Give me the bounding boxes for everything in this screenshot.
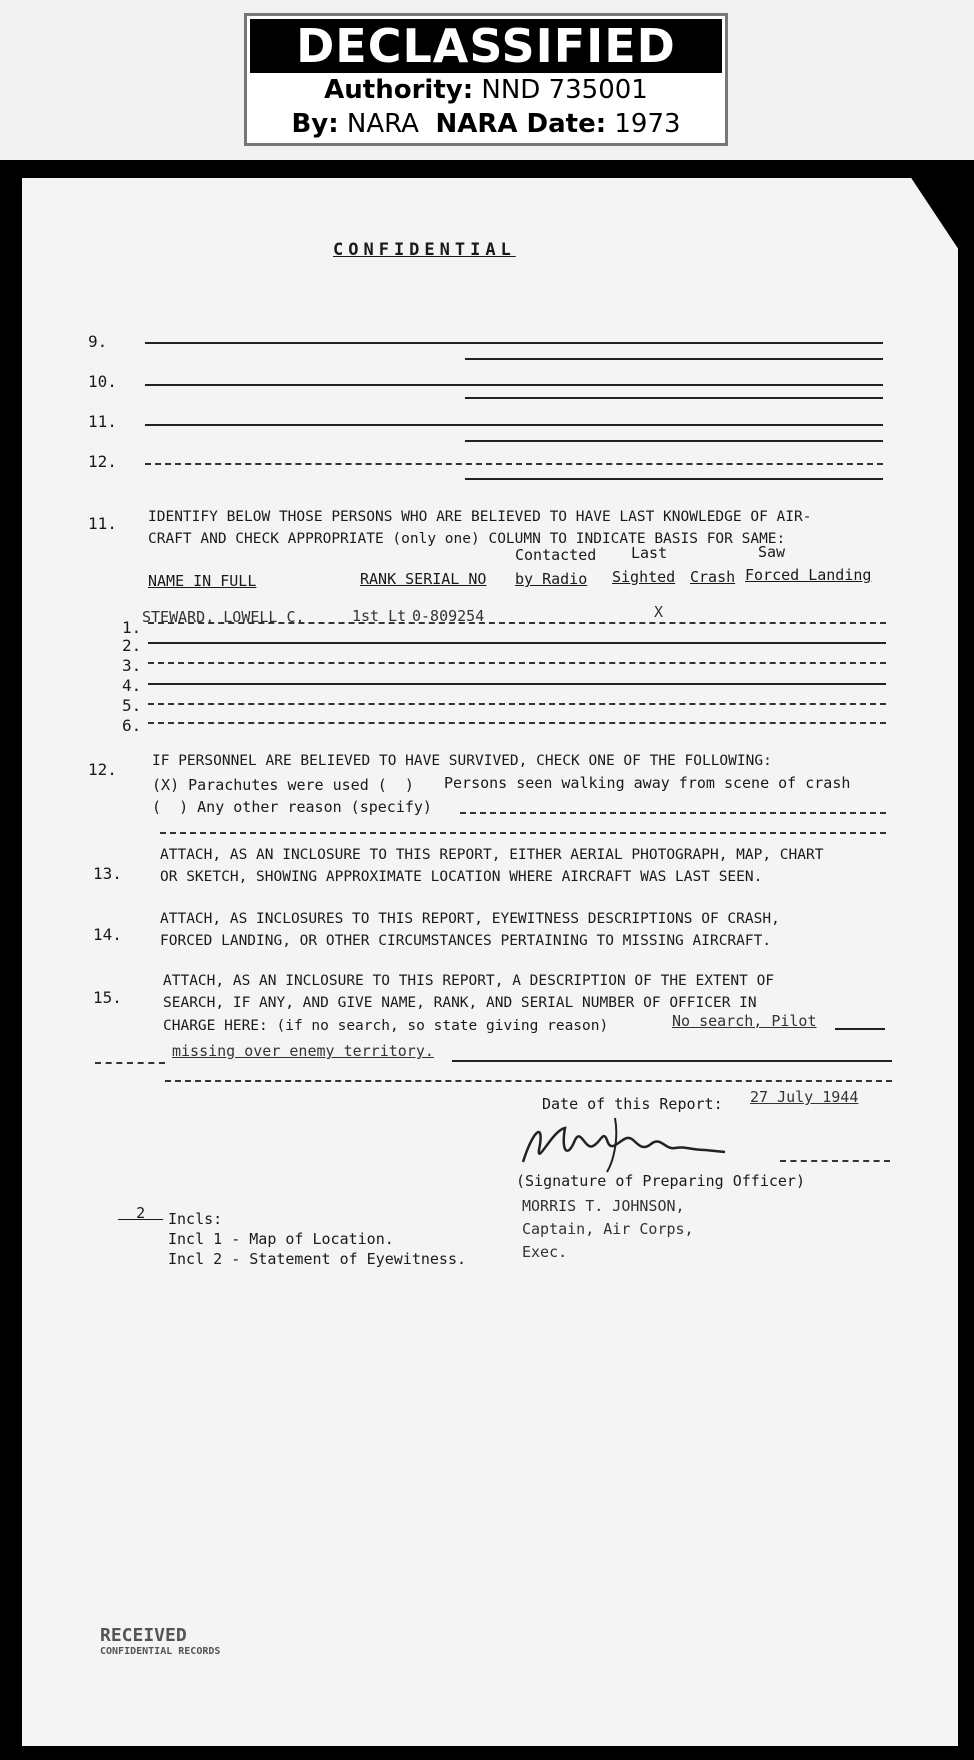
signature-caption: (Signature of Preparing Officer) <box>516 1172 805 1190</box>
row-line <box>148 722 886 724</box>
blank-line <box>460 812 886 814</box>
item11-text-line1: IDENTIFY BELOW THOSE PERSONS WHO ARE BELIEVED TO HAVE LAST KNOWLEDGE OF AIR- <box>148 509 812 525</box>
col-forced-top: Saw <box>758 543 786 561</box>
row-number: 5. <box>122 696 142 715</box>
item12-text: IF PERSONNEL ARE BELIEVED TO HAVE SURVIVED, CHECK ONE OF THE FOLLOWING: <box>152 753 772 769</box>
col-sighted-top: Last <box>631 544 668 562</box>
row-number: 3. <box>122 656 142 675</box>
item-number: 14. <box>93 925 122 944</box>
page-title: CONFIDENTIAL <box>333 240 516 260</box>
col-sighted-header: Sighted <box>612 568 676 586</box>
item12-option-parachutes: (X) Parachutes were used ( ) <box>152 776 414 794</box>
row-number: 2. <box>122 636 142 655</box>
item-number: 15. <box>93 988 122 1007</box>
sighted-mark: X <box>654 603 664 621</box>
item-number: 13. <box>93 864 122 883</box>
item-number: 12. <box>88 452 117 471</box>
inclosures-label: Incls: <box>168 1210 223 1228</box>
row-line <box>148 703 886 705</box>
stamp-authority: Authority: NND 735001 <box>324 75 648 105</box>
blank-line <box>465 358 883 360</box>
received-stamp: RECEIVED CONFIDENTIAL RECORDS <box>100 1625 221 1657</box>
blank-line <box>452 1060 892 1062</box>
blank-line <box>465 440 883 442</box>
declassified-stamp <box>244 13 728 146</box>
inclosure-1: Incl 1 - Map of Location. <box>168 1230 394 1248</box>
blank-line <box>160 832 886 834</box>
person-name: STEWARD, LOWELL C. <box>142 608 305 626</box>
row-line <box>148 662 886 664</box>
row-line <box>148 683 886 685</box>
col-forced-header: Forced Landing <box>745 566 872 584</box>
item11-text-line2: CRAFT AND CHECK APPROPRIATE (only one) COLUMN TO INDICATE BASIS FOR SAME: <box>148 531 786 547</box>
officer-rank: Captain, Air Corps, <box>522 1220 694 1238</box>
search-answer-2: missing over enemy territory. <box>172 1042 434 1060</box>
item-number: 11. <box>88 412 117 431</box>
item-number: 11. <box>88 514 117 533</box>
officer-title: Exec. <box>522 1243 568 1261</box>
row-number: 1. <box>122 618 142 637</box>
blank-line <box>465 397 883 399</box>
item15-line2: SEARCH, IF ANY, AND GIVE NAME, RANK, AND SERIAL NUMBER OF OFFICER IN <box>163 995 757 1011</box>
person-rank: 1st Lt <box>352 607 407 625</box>
row-line <box>148 622 886 624</box>
inclosure-2: Incl 2 - Statement of Eyewitness. <box>168 1250 467 1268</box>
report-date-value: 27 July 1944 <box>750 1088 859 1106</box>
officer-name: MORRIS T. JOHNSON, <box>522 1197 685 1215</box>
blank-line <box>145 342 883 344</box>
blank-line <box>145 463 883 465</box>
item15-line1: ATTACH, AS AN INCLOSURE TO THIS REPORT, A DESCRIPTION OF THE EXTENT OF <box>163 973 775 989</box>
item13-line2: OR SKETCH, SHOWING APPROXIMATE LOCATION WHERE AIRCRAFT WAS LAST SEEN. <box>160 869 763 885</box>
col-name-header: NAME IN FULL <box>148 572 257 590</box>
blank-line <box>145 384 883 386</box>
blank-line <box>145 424 883 426</box>
stamp-title: DECLASSIFIED <box>250 19 722 73</box>
col-radio-header: by Radio <box>515 570 588 588</box>
row-number: 4. <box>122 676 142 695</box>
row-number: 6. <box>122 716 142 735</box>
stamp-by-date: By: NARA NARA Date: 1973 <box>291 109 681 139</box>
parachutes-check: X <box>161 776 171 794</box>
col-radio-top: Contacted <box>515 546 597 564</box>
row-line <box>148 642 886 644</box>
blank-line <box>835 1028 885 1030</box>
person-serial: 0-809254 <box>412 607 485 625</box>
blank-line <box>95 1062 165 1064</box>
col-crash-header: Crash <box>690 568 736 586</box>
item14-line1: ATTACH, AS INCLOSURES TO THIS REPORT, EYEWITNESS DESCRIPTIONS OF CRASH, <box>160 911 780 927</box>
report-date-label: Date of this Report: <box>542 1095 723 1113</box>
handwritten-signature <box>515 1110 735 1180</box>
inclosure-count: 2 <box>136 1204 146 1222</box>
item-number: 12. <box>88 760 117 779</box>
signature-line <box>780 1160 890 1162</box>
item15-line3: CHARGE HERE: (if no search, so state giving reason) <box>163 1018 609 1034</box>
item-number: 10. <box>88 372 117 391</box>
blank-line <box>165 1080 892 1082</box>
document-page <box>22 178 958 1746</box>
item13-line1: ATTACH, AS AN INCLOSURE TO THIS REPORT, EITHER AERIAL PHOTOGRAPH, MAP, CHART <box>160 847 824 863</box>
item12-option-walking: Persons seen walking away from scene of crash <box>444 774 851 792</box>
col-rank-header: RANK SERIAL NO <box>360 570 487 588</box>
item-number: 9. <box>88 332 108 351</box>
item14-line2: FORCED LANDING, OR OTHER CIRCUMSTANCES PERTAINING TO MISSING AIRCRAFT. <box>160 933 772 949</box>
search-answer-1: No search, Pilot <box>672 1012 817 1030</box>
item12-option-other: ( ) Any other reason (specify) <box>152 798 432 816</box>
blank-line <box>465 478 883 480</box>
